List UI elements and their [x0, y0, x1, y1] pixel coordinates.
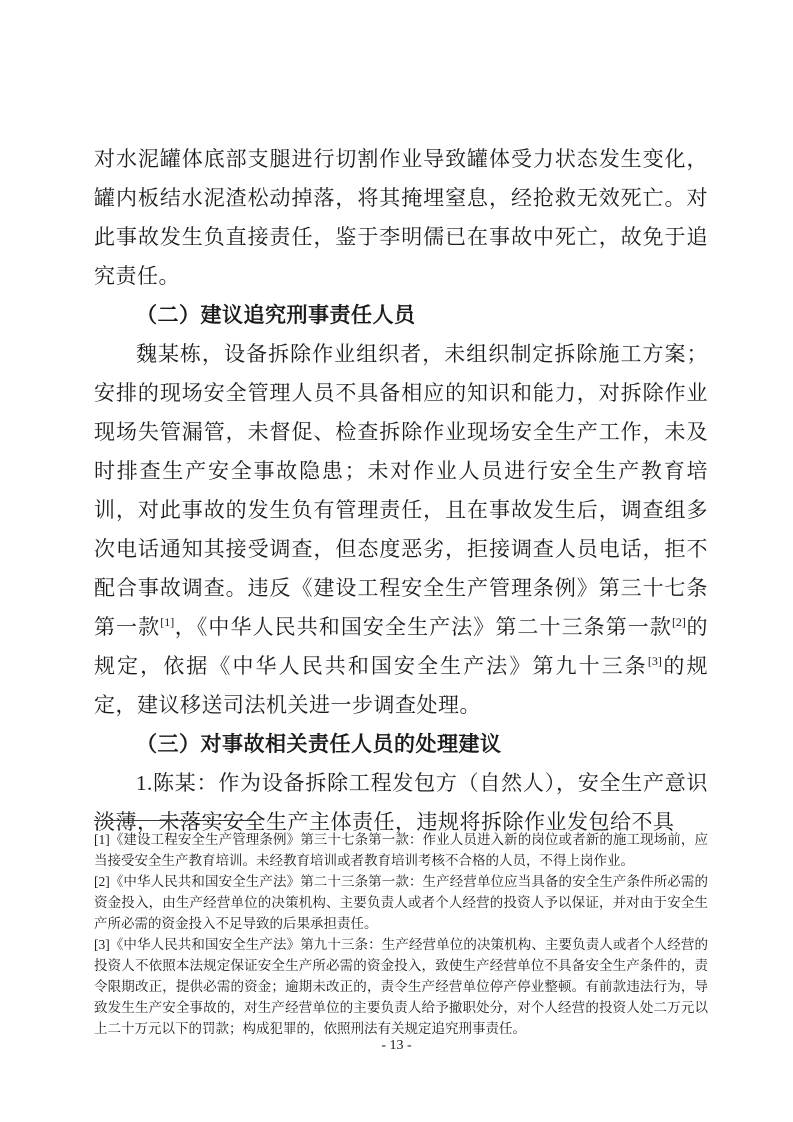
footnotes-section — [94, 820, 708, 1039]
page-number: - 13 - — [381, 1038, 412, 1053]
paragraph-text-segment: 的规定，依据《中华人民共和国安全生产法》第九十三条 — [94, 615, 709, 678]
paragraph-chen-responsibility: 1.陈某：作为设备拆除工程发包方（自然人），安全生产意识淡薄，未落实安全生产主体责任，违规将拆除作业发包给不具 — [94, 771, 708, 834]
footnote-ref-3: [3] — [647, 654, 662, 668]
paragraph-text-segment: ，《中华人民共和国安全生产法》第二十三条第一款 — [174, 615, 672, 639]
footnote-ref-1: [1] — [160, 615, 175, 629]
footnote-2: [2]《中华人民共和国安全生产法》第二十三条第一款：生产经营单位应当具备的安全生产条件所必需的资金投入，由生产经营单位的决策机构、主要负责人或者个人经营的投资人予以保证，并对由于安全生产所必需的资金投入不足导致的后果承担责任。 — [94, 874, 708, 931]
footnote-1: [1]《建设工程安全生产管理条例》第三十七条第一款：作业人员进入新的岗位或者新的施工现场前，应当接受安全生产教育培训。未经教育培训或者教育培训考核不合格的人员，不得上岗作业。 — [94, 832, 708, 868]
footnote-ref-2: [2] — [671, 615, 686, 629]
paragraph-wei-liability — [94, 335, 708, 725]
section-heading-criminal-liability: （二）建议追究刑事责任人员 — [136, 303, 416, 327]
footnote-separator — [94, 820, 254, 821]
document-body — [94, 140, 708, 842]
section-heading-handling-suggestions: （三）对事故相关责任人员的处理建议 — [136, 732, 502, 756]
paragraph-direct-responsibility: 对水泥罐体底部支腿进行切割作业导致罐体受力状态发生变化，罐内板结水泥渣松动掉落，将其掩埋窒息，经抢救无效死亡。对此事故发生负直接责任，鉴于李明儒已在事故中死亡，故免于追究责任。 — [94, 147, 708, 288]
footnote-3: [3]《中华人民共和国安全生产法》第九十三条：生产经营单位的决策机构、主要负责人或者个人经营的投资人不依照本法规定保证安全生产所必需的资金投入，致使生产经营单位不具备安全生产条件的，责令限期改正，提供必需的资金；逾期未改正的，责令生产经营单位停产停业整顿。有前款违法行为，导致发生生产安全事故的，对生产经营单位的主要负责人给予撤职处分，对个人经营的投资人处二万元以上二十万元以下的罚款；构成犯罪的，依照刑法有关规定追究刑事责任。 — [94, 937, 708, 1036]
paragraph-text-segment: 的规定，建议移送司法机关进一步调查处理。 — [94, 654, 709, 717]
paragraph-text-segment: 魏某栋，设备拆除作业组织者，未组织制定拆除施工方案；安排的现场安全管理人员不具备相应的知识和能力，对拆除作业现场失管漏管，未督促、检查拆除作业现场安全生产工作，未及时排查生产安全事故隐患；未对作业人员进行安全生产教育培训，对此事故的发生负有管理责任，且在事故发生后，调查组多次电话通知其接受调查，但态度恶劣，拒接调查人员电话，拒不配合事故调查。违反《建设工程安全生产管理条例》第三十七条第一款 — [94, 342, 708, 639]
